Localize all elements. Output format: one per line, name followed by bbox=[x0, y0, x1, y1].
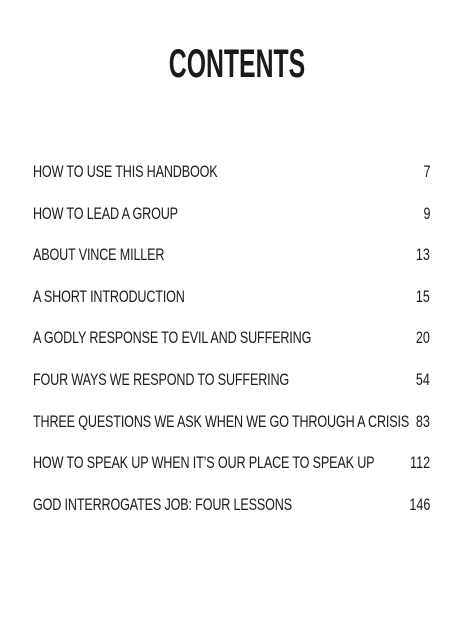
toc-entry-title: THREE QUESTIONS WE ASK WHEN WE GO THROUGH A CRISIS bbox=[33, 411, 410, 431]
toc-entry bbox=[33, 366, 430, 408]
toc-entry bbox=[33, 241, 430, 283]
page-title: CONTENTS bbox=[168, 42, 306, 86]
toc-entry-title: GOD INTERROGATES JOB: FOUR LESSONS bbox=[33, 494, 292, 514]
toc-entry bbox=[33, 324, 430, 366]
toc-entry-page-number: 112 bbox=[409, 453, 430, 473]
toc-entry bbox=[33, 408, 430, 450]
toc-entry-title: A GODLY RESPONSE TO EVIL AND SUFFERING bbox=[33, 328, 312, 348]
toc-entry-page-number: 83 bbox=[415, 411, 430, 431]
toc-entry bbox=[33, 491, 430, 533]
toc-entry-page-number: 20 bbox=[415, 328, 430, 348]
toc-entry-title: HOW TO SPEAK UP WHEN IT’S OUR PLACE TO SPEAK UP bbox=[33, 453, 375, 473]
toc-entry bbox=[33, 158, 430, 200]
toc-entry-page-number: 15 bbox=[415, 286, 430, 306]
toc-entry-title: ABOUT VINCE MILLER bbox=[33, 245, 165, 265]
toc-entry-page-number: 54 bbox=[415, 369, 430, 389]
toc-entry bbox=[33, 449, 430, 491]
toc-entry-title: HOW TO LEAD A GROUP bbox=[33, 203, 178, 223]
toc-entry-page-number: 7 bbox=[422, 162, 430, 181]
toc-entry-title: HOW TO USE THIS HANDBOOK bbox=[33, 162, 218, 181]
toc-entry-title: A SHORT INTRODUCTION bbox=[33, 286, 185, 306]
toc-entry bbox=[33, 283, 430, 325]
toc-entry-page-number: 9 bbox=[422, 203, 430, 223]
toc-entry-page-number: 146 bbox=[409, 494, 430, 514]
toc-entry-page-number: 13 bbox=[415, 245, 430, 265]
toc-entry-title: FOUR WAYS WE RESPOND TO SUFFERING bbox=[33, 369, 290, 389]
toc-entry bbox=[33, 200, 430, 242]
table-of-contents bbox=[33, 158, 430, 532]
